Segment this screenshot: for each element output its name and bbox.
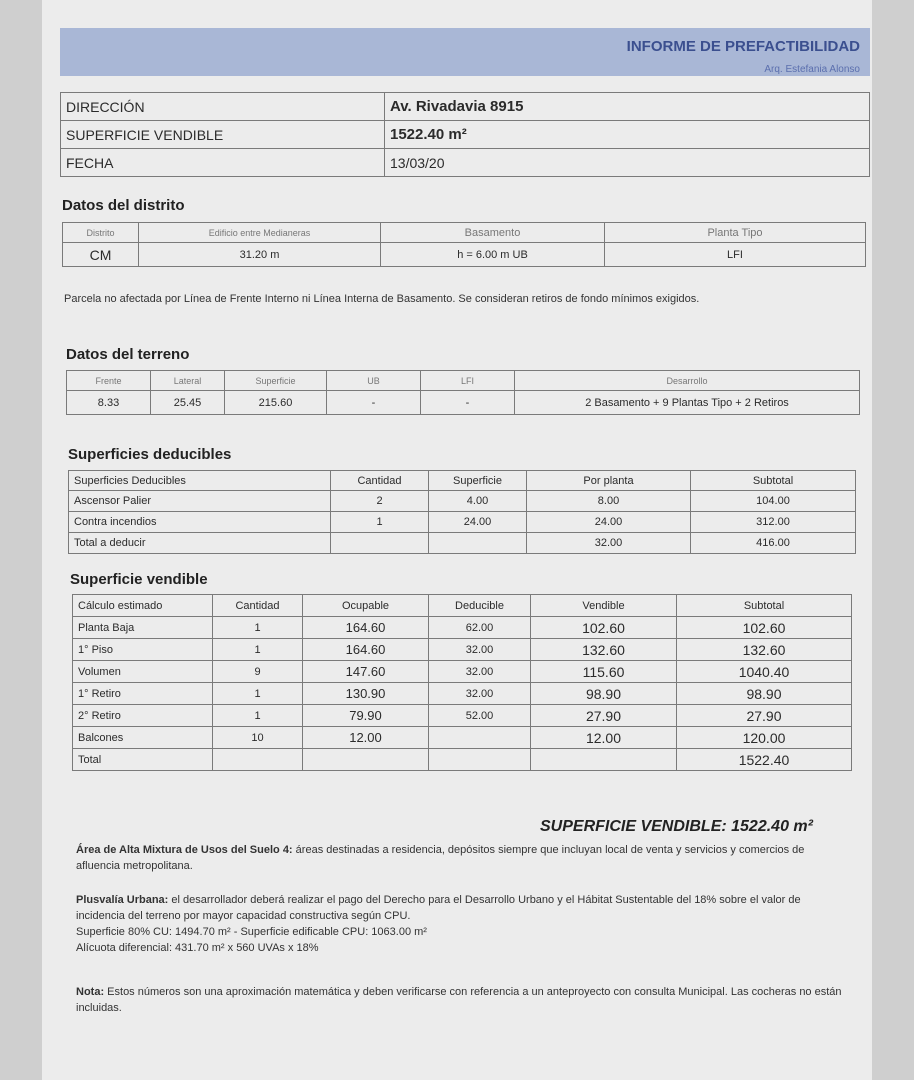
table-cell: 102.60	[531, 617, 677, 639]
area-mixtura-label: Área de Alta Mixtura de Usos del Suelo 4:	[76, 844, 293, 856]
info-label: SUPERFICIE VENDIBLE	[61, 121, 385, 149]
table-cell: 31.20 m	[139, 243, 381, 267]
table-row	[67, 391, 860, 415]
table-row	[73, 705, 852, 727]
distrito-title: Datos del distrito	[62, 197, 185, 214]
table-cell: 2	[331, 491, 429, 512]
distrito-table	[62, 222, 866, 267]
table-header: Desarrollo	[515, 371, 860, 391]
plusvalia-line2: Superficie 80% CU: 1494.70 m² - Superficie edificable CPU: 1063.00 m²	[76, 926, 427, 938]
table-cell: 1	[331, 512, 429, 533]
deducibles-title: Superficies deducibles	[68, 446, 232, 463]
table-header: Ocupable	[303, 595, 429, 617]
report-title: INFORME DE PREFACTIBILIDAD	[626, 38, 860, 55]
table-header: Superficie	[429, 471, 527, 491]
table-cell: 215.60	[225, 391, 327, 415]
table-header: Cantidad	[213, 595, 303, 617]
table-cell: 120.00	[677, 727, 852, 749]
info-value: 13/03/20	[385, 149, 870, 177]
table-cell: 102.60	[677, 617, 852, 639]
table-cell: 9	[213, 661, 303, 683]
table-cell: 147.60	[303, 661, 429, 683]
info-value: 1522.40 m²	[385, 121, 870, 149]
terreno-table	[66, 370, 860, 415]
table-header: Cantidad	[331, 471, 429, 491]
table-cell: 164.60	[303, 617, 429, 639]
table-header: Lateral	[151, 371, 225, 391]
table-row	[73, 727, 852, 749]
table-cell: 27.90	[531, 705, 677, 727]
table-cell: -	[421, 391, 515, 415]
table-cell: h = 6.00 m UB	[381, 243, 605, 267]
table-header: Superficies Deducibles	[69, 471, 331, 491]
table-header: Superficie	[225, 371, 327, 391]
table-cell	[429, 727, 531, 749]
table-header: Distrito	[63, 223, 139, 243]
table-cell: 52.00	[429, 705, 531, 727]
table-cell: 10	[213, 727, 303, 749]
table-row	[73, 617, 852, 639]
info-table	[60, 92, 870, 177]
table-cell: 25.45	[151, 391, 225, 415]
table-header: Por planta	[527, 471, 691, 491]
table-cell: Contra incendios	[69, 512, 331, 533]
table-cell	[429, 533, 527, 554]
table-cell: 98.90	[677, 683, 852, 705]
table-cell: 12.00	[531, 727, 677, 749]
area-mixtura-paragraph	[76, 842, 842, 874]
table-header: Basamento	[381, 223, 605, 243]
superficie-vendible-total: SUPERFICIE VENDIBLE: 1522.40 m²	[540, 818, 813, 835]
table-cell: 1° Piso	[73, 639, 213, 661]
info-label: DIRECCIÓN	[61, 93, 385, 121]
table-cell: 32.00	[429, 661, 531, 683]
table-cell: LFI	[605, 243, 866, 267]
table-header: Frente	[67, 371, 151, 391]
table-cell: 32.00	[527, 533, 691, 554]
table-cell: 2° Retiro	[73, 705, 213, 727]
table-cell: 1	[213, 683, 303, 705]
vendible-title: Superficie vendible	[70, 571, 208, 588]
table-cell: 2 Basamento + 9 Plantas Tipo + 2 Retiros	[515, 391, 860, 415]
table-cell: 130.90	[303, 683, 429, 705]
table-row	[63, 223, 866, 243]
table-cell: 1	[213, 617, 303, 639]
report-header	[60, 28, 870, 76]
table-cell: 1	[213, 639, 303, 661]
table-row	[73, 639, 852, 661]
terreno-title: Datos del terreno	[66, 346, 190, 363]
table-header: Edificio entre Medianeras	[139, 223, 381, 243]
table-cell: Balcones	[73, 727, 213, 749]
nota-paragraph	[76, 984, 846, 1016]
table-row	[61, 149, 870, 177]
table-row	[61, 121, 870, 149]
table-header: UB	[327, 371, 421, 391]
table-cell: 164.60	[303, 639, 429, 661]
vendible-table	[72, 594, 852, 771]
table-row	[63, 243, 866, 267]
table-cell	[429, 749, 531, 771]
info-label: FECHA	[61, 149, 385, 177]
table-cell: 312.00	[691, 512, 856, 533]
report-author: Arq. Estefania Alonso	[764, 64, 860, 75]
table-cell: 416.00	[691, 533, 856, 554]
table-row	[73, 595, 852, 617]
table-cell: Total	[73, 749, 213, 771]
table-row	[69, 512, 856, 533]
table-cell: 79.90	[303, 705, 429, 727]
table-cell: 27.90	[677, 705, 852, 727]
table-cell	[531, 749, 677, 771]
table-row	[61, 93, 870, 121]
table-header: Planta Tipo	[605, 223, 866, 243]
table-row	[73, 749, 852, 771]
table-row	[69, 471, 856, 491]
table-cell	[213, 749, 303, 771]
table-header: Deducible	[429, 595, 531, 617]
table-cell: 24.00	[527, 512, 691, 533]
table-cell: 8.33	[67, 391, 151, 415]
table-header: Vendible	[531, 595, 677, 617]
table-header: Subtotal	[691, 471, 856, 491]
table-cell: 12.00	[303, 727, 429, 749]
table-cell: 1	[213, 705, 303, 727]
table-row	[69, 491, 856, 512]
table-cell: 98.90	[531, 683, 677, 705]
plusvalia-paragraph	[76, 892, 846, 956]
info-value: Av. Rivadavia 8915	[385, 93, 870, 121]
nota-label: Nota:	[76, 986, 105, 998]
table-cell: 4.00	[429, 491, 527, 512]
parcela-note: Parcela no afectada por Línea de Frente Interno ni Línea Interna de Basamento. Se consideran retiros de fondo mínimos exigidos.	[64, 293, 700, 305]
table-cell: 32.00	[429, 639, 531, 661]
table-cell: Total a deducir	[69, 533, 331, 554]
table-cell: 1522.40	[677, 749, 852, 771]
table-cell: 62.00	[429, 617, 531, 639]
plusvalia-label: Plusvalía Urbana:	[76, 894, 169, 906]
table-cell	[331, 533, 429, 554]
table-cell: 1° Retiro	[73, 683, 213, 705]
area-mixtura-text: áreas destinadas a residencia, depósitos siempre que incluyan local de venta y servicios y comercios de afluencia metropolitana.	[76, 844, 805, 872]
deducibles-table	[68, 470, 856, 554]
table-row	[69, 533, 856, 554]
table-cell: 104.00	[691, 491, 856, 512]
table-cell: -	[327, 391, 421, 415]
table-cell: Volumen	[73, 661, 213, 683]
table-cell	[303, 749, 429, 771]
table-row	[67, 371, 860, 391]
table-cell: 115.60	[531, 661, 677, 683]
table-cell: 8.00	[527, 491, 691, 512]
table-cell: Planta Baja	[73, 617, 213, 639]
nota-text: Estos números son una aproximación matemática y deben verificarse con referencia a un anteproyecto con consulta Municipal. Las cocheras no están incluidas.	[76, 986, 842, 1014]
table-row	[73, 661, 852, 683]
table-row	[73, 683, 852, 705]
plusvalia-line3: Alícuota diferencial: 431.70 m² x 560 UVAs x 18%	[76, 942, 319, 954]
plusvalia-text: el desarrollador deberá realizar el pago del Derecho para el Desarrollo Urbano y el Hábitat Sustentable del 18% sobre el valor de incidencia del terreno por mayor capacidad constructiva según CPU.	[76, 894, 801, 922]
table-cell: CM	[63, 243, 139, 267]
table-cell: 1040.40	[677, 661, 852, 683]
table-cell: Ascensor Palier	[69, 491, 331, 512]
table-cell: 24.00	[429, 512, 527, 533]
table-header: Cálculo estimado	[73, 595, 213, 617]
table-header: LFI	[421, 371, 515, 391]
table-cell: 32.00	[429, 683, 531, 705]
table-cell: 132.60	[531, 639, 677, 661]
table-header: Subtotal	[677, 595, 852, 617]
table-cell: 132.60	[677, 639, 852, 661]
